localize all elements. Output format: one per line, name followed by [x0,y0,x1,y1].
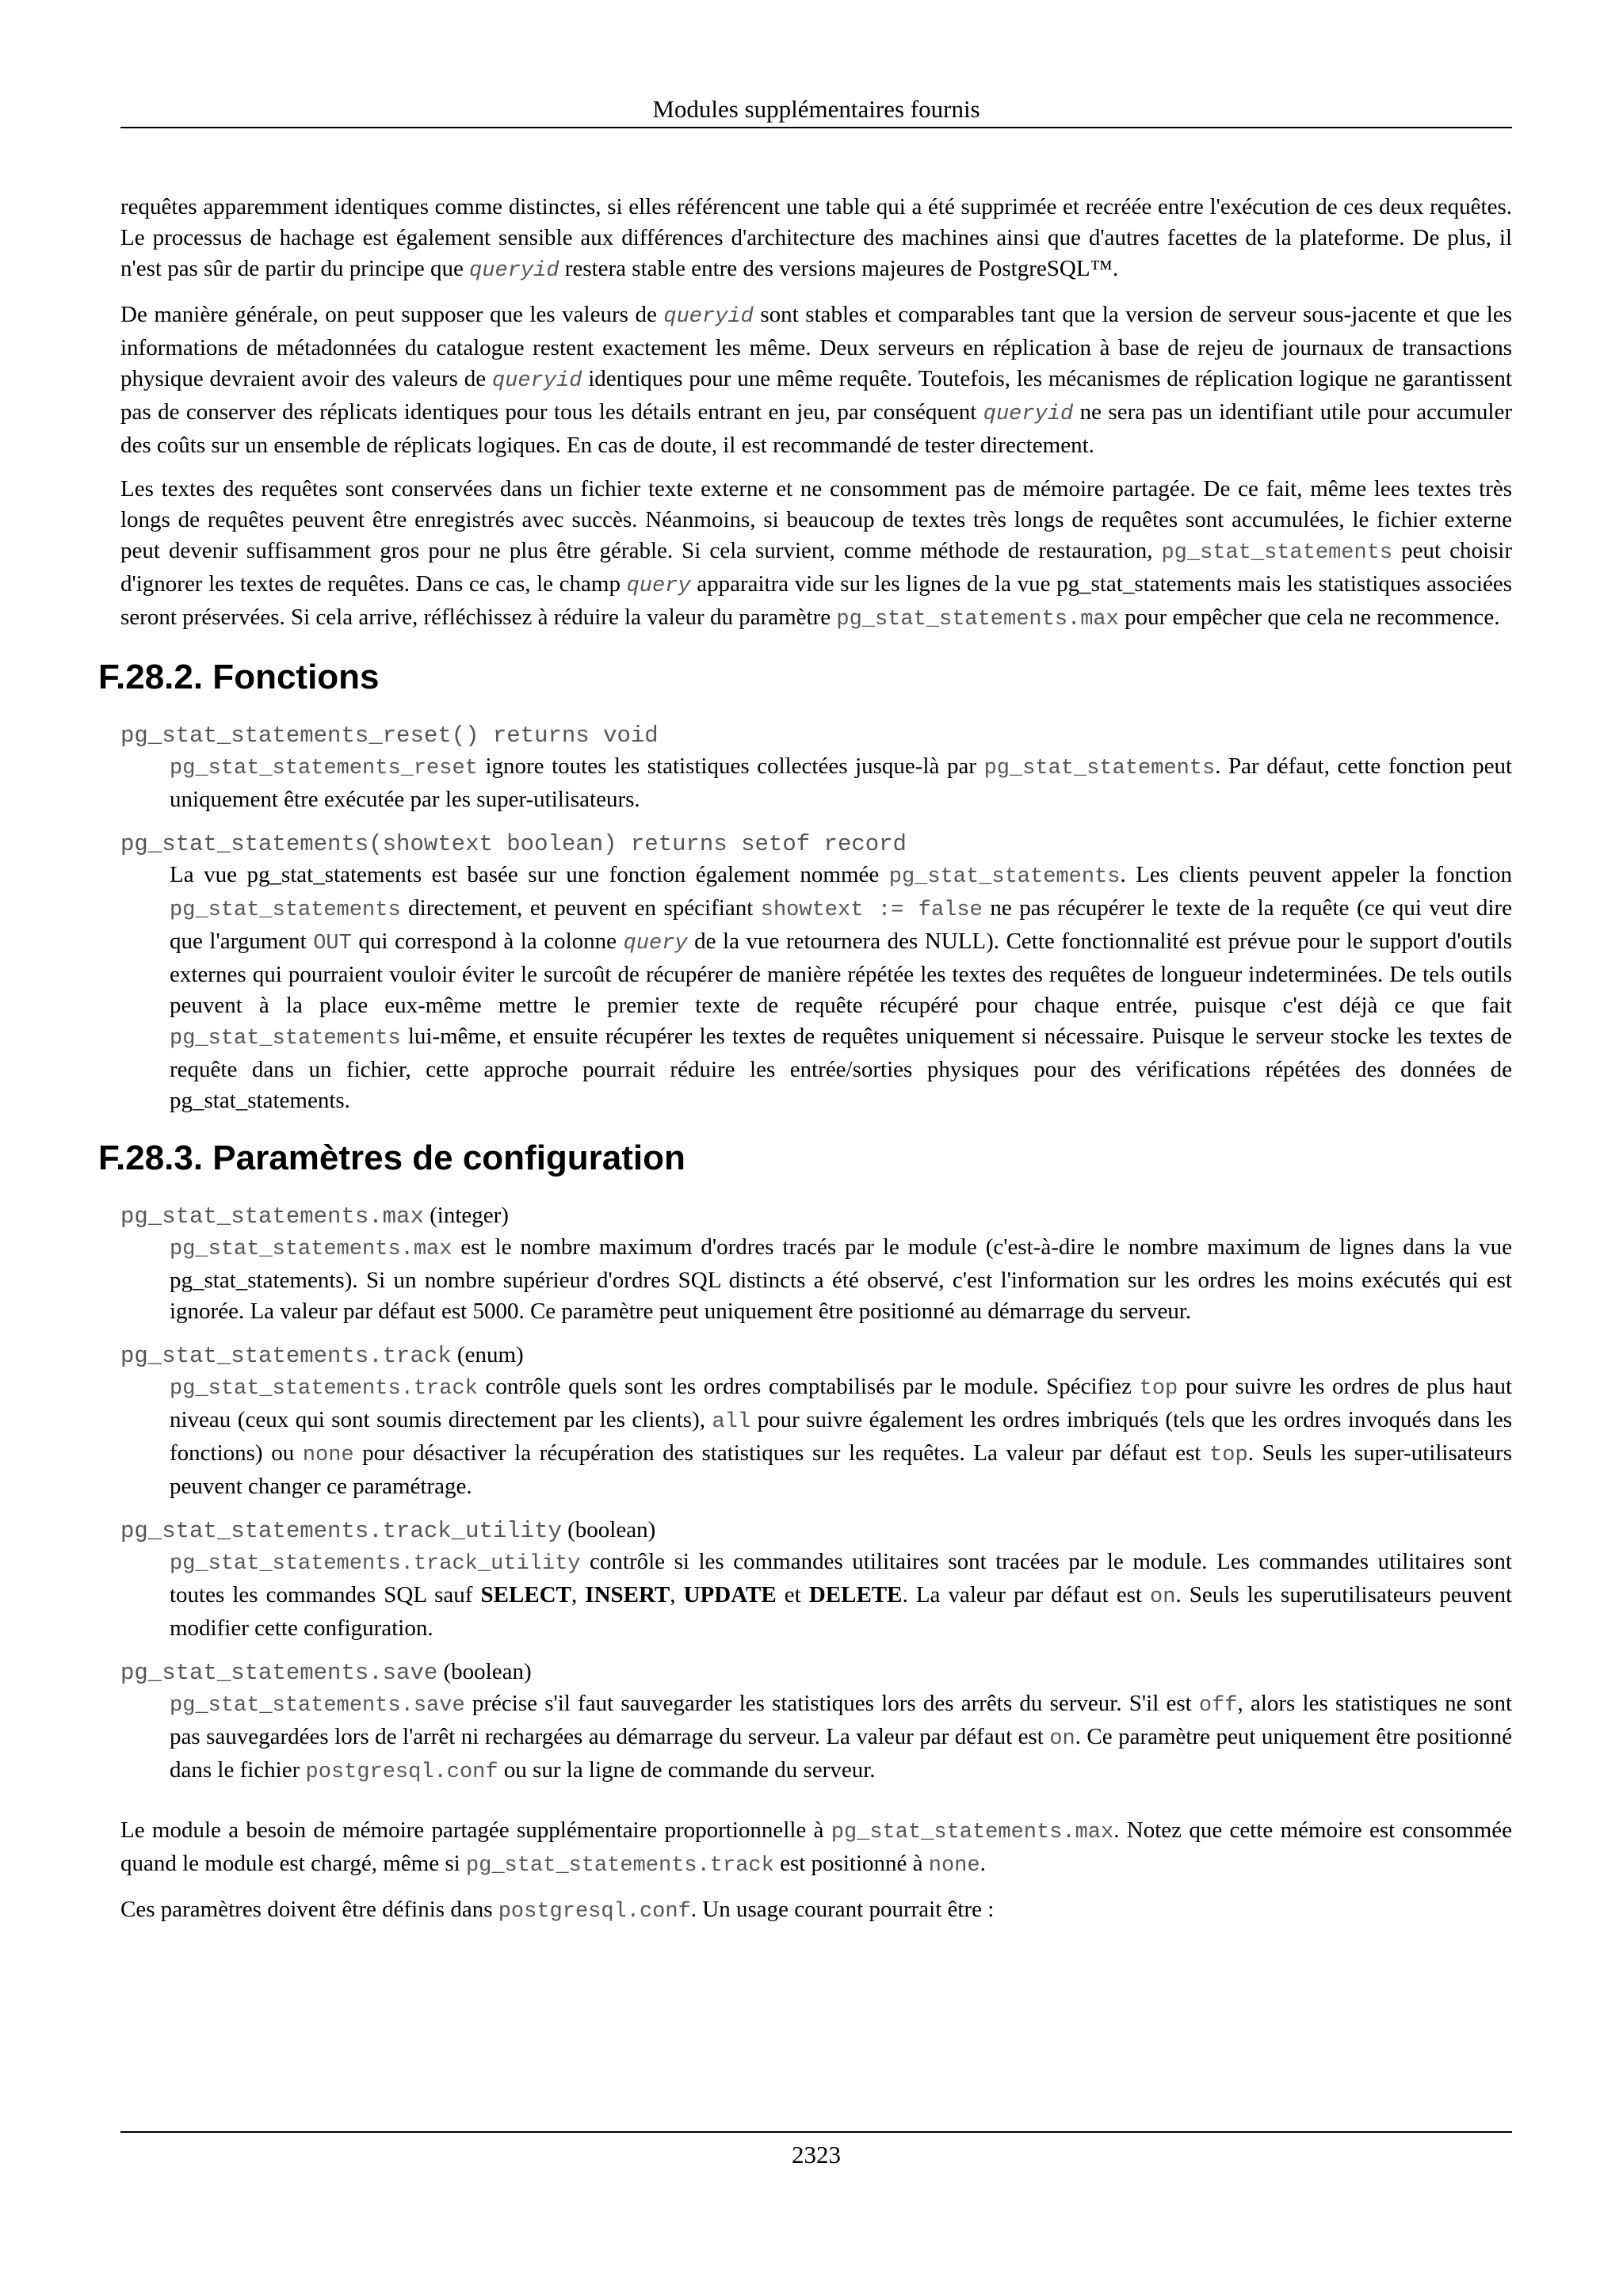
parameter-name: pg_stat_statements.max (integer) [120,1203,509,1230]
parameter-description: pg_stat_statements.track contrôle quels sont les ordres comptabilisés par le module. Spécifiez top pour suivre les ordres de plus haut niveau (ceux qui sont soumis directement par les clients), all pour suivre également les ordres imbriqués (tels que les ordres invoqués dans les fonctions) ou none pour désactiver la récupération des statistiques sur les requêtes. La valeur par défaut est top. Seuls les super-utilisateurs peuvent changer ce paramétrage. [170,1374,1513,1499]
function-signature: pg_stat_statements_reset() returns void [120,723,659,749]
inline-code: query [626,574,691,598]
inline-code: queryid [469,259,559,283]
section-heading-functions: F.28.2. Fonctions [98,658,380,696]
parameter-name: pg_stat_statements.track_utility (boolean) [120,1517,656,1544]
inline-code: queryid [663,305,754,329]
intro-paragraph-2: De manière générale, on peut supposer que les valeurs de queryid sont stables et comparables tant que la version de serveur sous-jacente et que les informations de métadonnées du catalogue restent exactement les même. Deux serveurs en réplication à base de rejeu de journaux de transactions physique devraient avoir des valeurs de queryid identiques pour une même requête. Toutefois, les mécanismes de réplication logique ne garantissent pas de conserver des réplicats identiques pour tous les détails entrant en jeu, par conséquent queryid ne sera pas un identifiant utile pour accumuler des coûts sur un ensemble de réplicats logiques. En cas de doute, il est recommandé de tester directement. [120,302,1513,458]
parameter-description: pg_stat_statements.save précise s'il faut sauvegarder les statistiques lors des arrêts du serveur. S'il est off, alors les statistiques ne sont pas sauvegardées lors de l'arrêt ni rechargées au démarrage du serveur. La valeur par défaut est on. Ce paramètre peut uniquement être positionné dans le fichier postgresql.conf ou sur la ligne de commande du serveur. [170,1691,1512,1784]
parameter-description: pg_stat_statements.track_utility contrôle si les commandes utilitaires sont tracées par le module. Les commandes utilitaires sont toutes les commandes SQL sauf SELECT, INSERT, UPDATE et DELETE. La valeur par défaut est on. Seuls les superutilisateurs peuvent modifier cette configuration. [170,1549,1513,1641]
inline-code: pg_stat_statements [1161,541,1393,565]
function-entry-showtext [120,828,1512,1116]
config-entry-track-utility [120,1515,1512,1644]
header-rule [120,127,1512,128]
function-signature: pg_stat_statements(showtext boolean) returns setof record [120,831,907,857]
config-entry-save [120,1657,1512,1788]
intro-paragraph-1: requêtes apparemment identiques comme distinctes, si elles référencent une table qui a été supprimée et recréée entre l'exécution de ces deux requêtes. Le processus de hachage est également sensible aux différences d'architecture des machines ainsi que d'autres facettes de la plateforme. De plus, il n'est pas sûr de partir du principe que queryid restera stable entre des versions majeures de PostgreSQL™. [120,194,1512,283]
config-paragraph-memory: Le module a besoin de mémoire partagée supplémentaire proportionnelle à pg_stat_statements.max. Notez que cette mémoire est consommée quand le module est chargé, même si pg_stat_statements.track est positionné à none. [120,1817,1512,1878]
function-entry-reset [120,719,1512,815]
config-entry-max [120,1200,1512,1327]
function-description: La vue pg_stat_statements est basée sur une fonction également nommée pg_stat_statements. Les clients peuvent appeler la fonction pg_stat_statements directement, et peuvent en spécifiant showtext := false ne pas récupérer le texte de la requête (ce qui veut dire que l'argument OUT qui correspond à la colonne query de la vue retournera des NULL). Cette fonctionnalité est prévue pour le support d'outils externes qui pourraient vouloir éviter le surcoût de récupérer de manière répétée les textes des requêtes de longueur indeterminées. De tels outils peuvent à la place eux-même mettre le premier texte de requête récupéré pour chaque entrée, puisque c'est déjà ce que fait pg_stat_statements lui-même, et ensuite récupérer les textes de requêtes uniquement si nécessaire. Puisque le serveur stocke les textes de requête dans un fichier, cette approche pourrait réduire les entrée/sorties physiques pour des vérifications répétées des données de pg_stat_statements. [170,862,1513,1113]
parameter-description: pg_stat_statements.max est le nombre maximum d'ordres tracés par le module (c'est-à-dire le nombre maximum de lignes dans la vue pg_stat_statements). Si un nombre supérieur d'ordres SQL distincts a été observé, c'est l'information sur les ordres les moins exécutés qui est ignorée. La valeur par défaut est 5000. Ce paramètre peut uniquement être positionné au démarrage du serveur. [170,1234,1512,1324]
inline-code: queryid [491,369,582,393]
inline-code: queryid [983,402,1074,426]
parameter-name: pg_stat_statements.save (boolean) [120,1659,532,1686]
running-header: Modules supplémentaires fournis [652,95,980,123]
config-entry-track [120,1340,1512,1502]
intro-paragraph-3: Les textes des requêtes sont conservées dans un fichier texte externe et ne consomment pas de mémoire partagée. De ce fait, même lees textes très longs de requêtes peuvent être enregistrés avec succès. Néanmoins, si beaucoup de textes très longs de requêtes sont accumulées, le fichier externe peut devenir suffisamment gros pour ne plus être gérable. Si cela survient, comme méthode de restauration, pg_stat_statements peut choisir d'ignorer les textes de requêtes. Dans ce cas, le champ query apparaitra vide sur les lignes de la vue pg_stat_statements mais les statistiques associées seront préservées. Si cela arrive, réfléchissez à réduire la valeur du paramètre pg_stat_statements.max pour empêcher que cela ne recommence. [120,476,1512,631]
inline-code: pg_stat_statements.max [836,608,1119,631]
function-description: pg_stat_statements_reset ignore toutes les statistiques collectées jusque-là par pg_stat_statements. Par défaut, cette fonction peut uniquement être exécutée par les super-utilisateurs. [170,753,1512,812]
footer-rule [120,2131,1512,2133]
page-content [98,192,1513,1940]
config-paragraph-usage: Ces paramètres doivent être définis dans postgresql.conf. Un usage courant pourrait être : [120,1897,995,1924]
page-number: 2323 [792,2141,841,2168]
section-heading-config: F.28.3. Paramètres de configuration [98,1138,685,1177]
parameter-name: pg_stat_statements.track (enum) [120,1342,524,1369]
